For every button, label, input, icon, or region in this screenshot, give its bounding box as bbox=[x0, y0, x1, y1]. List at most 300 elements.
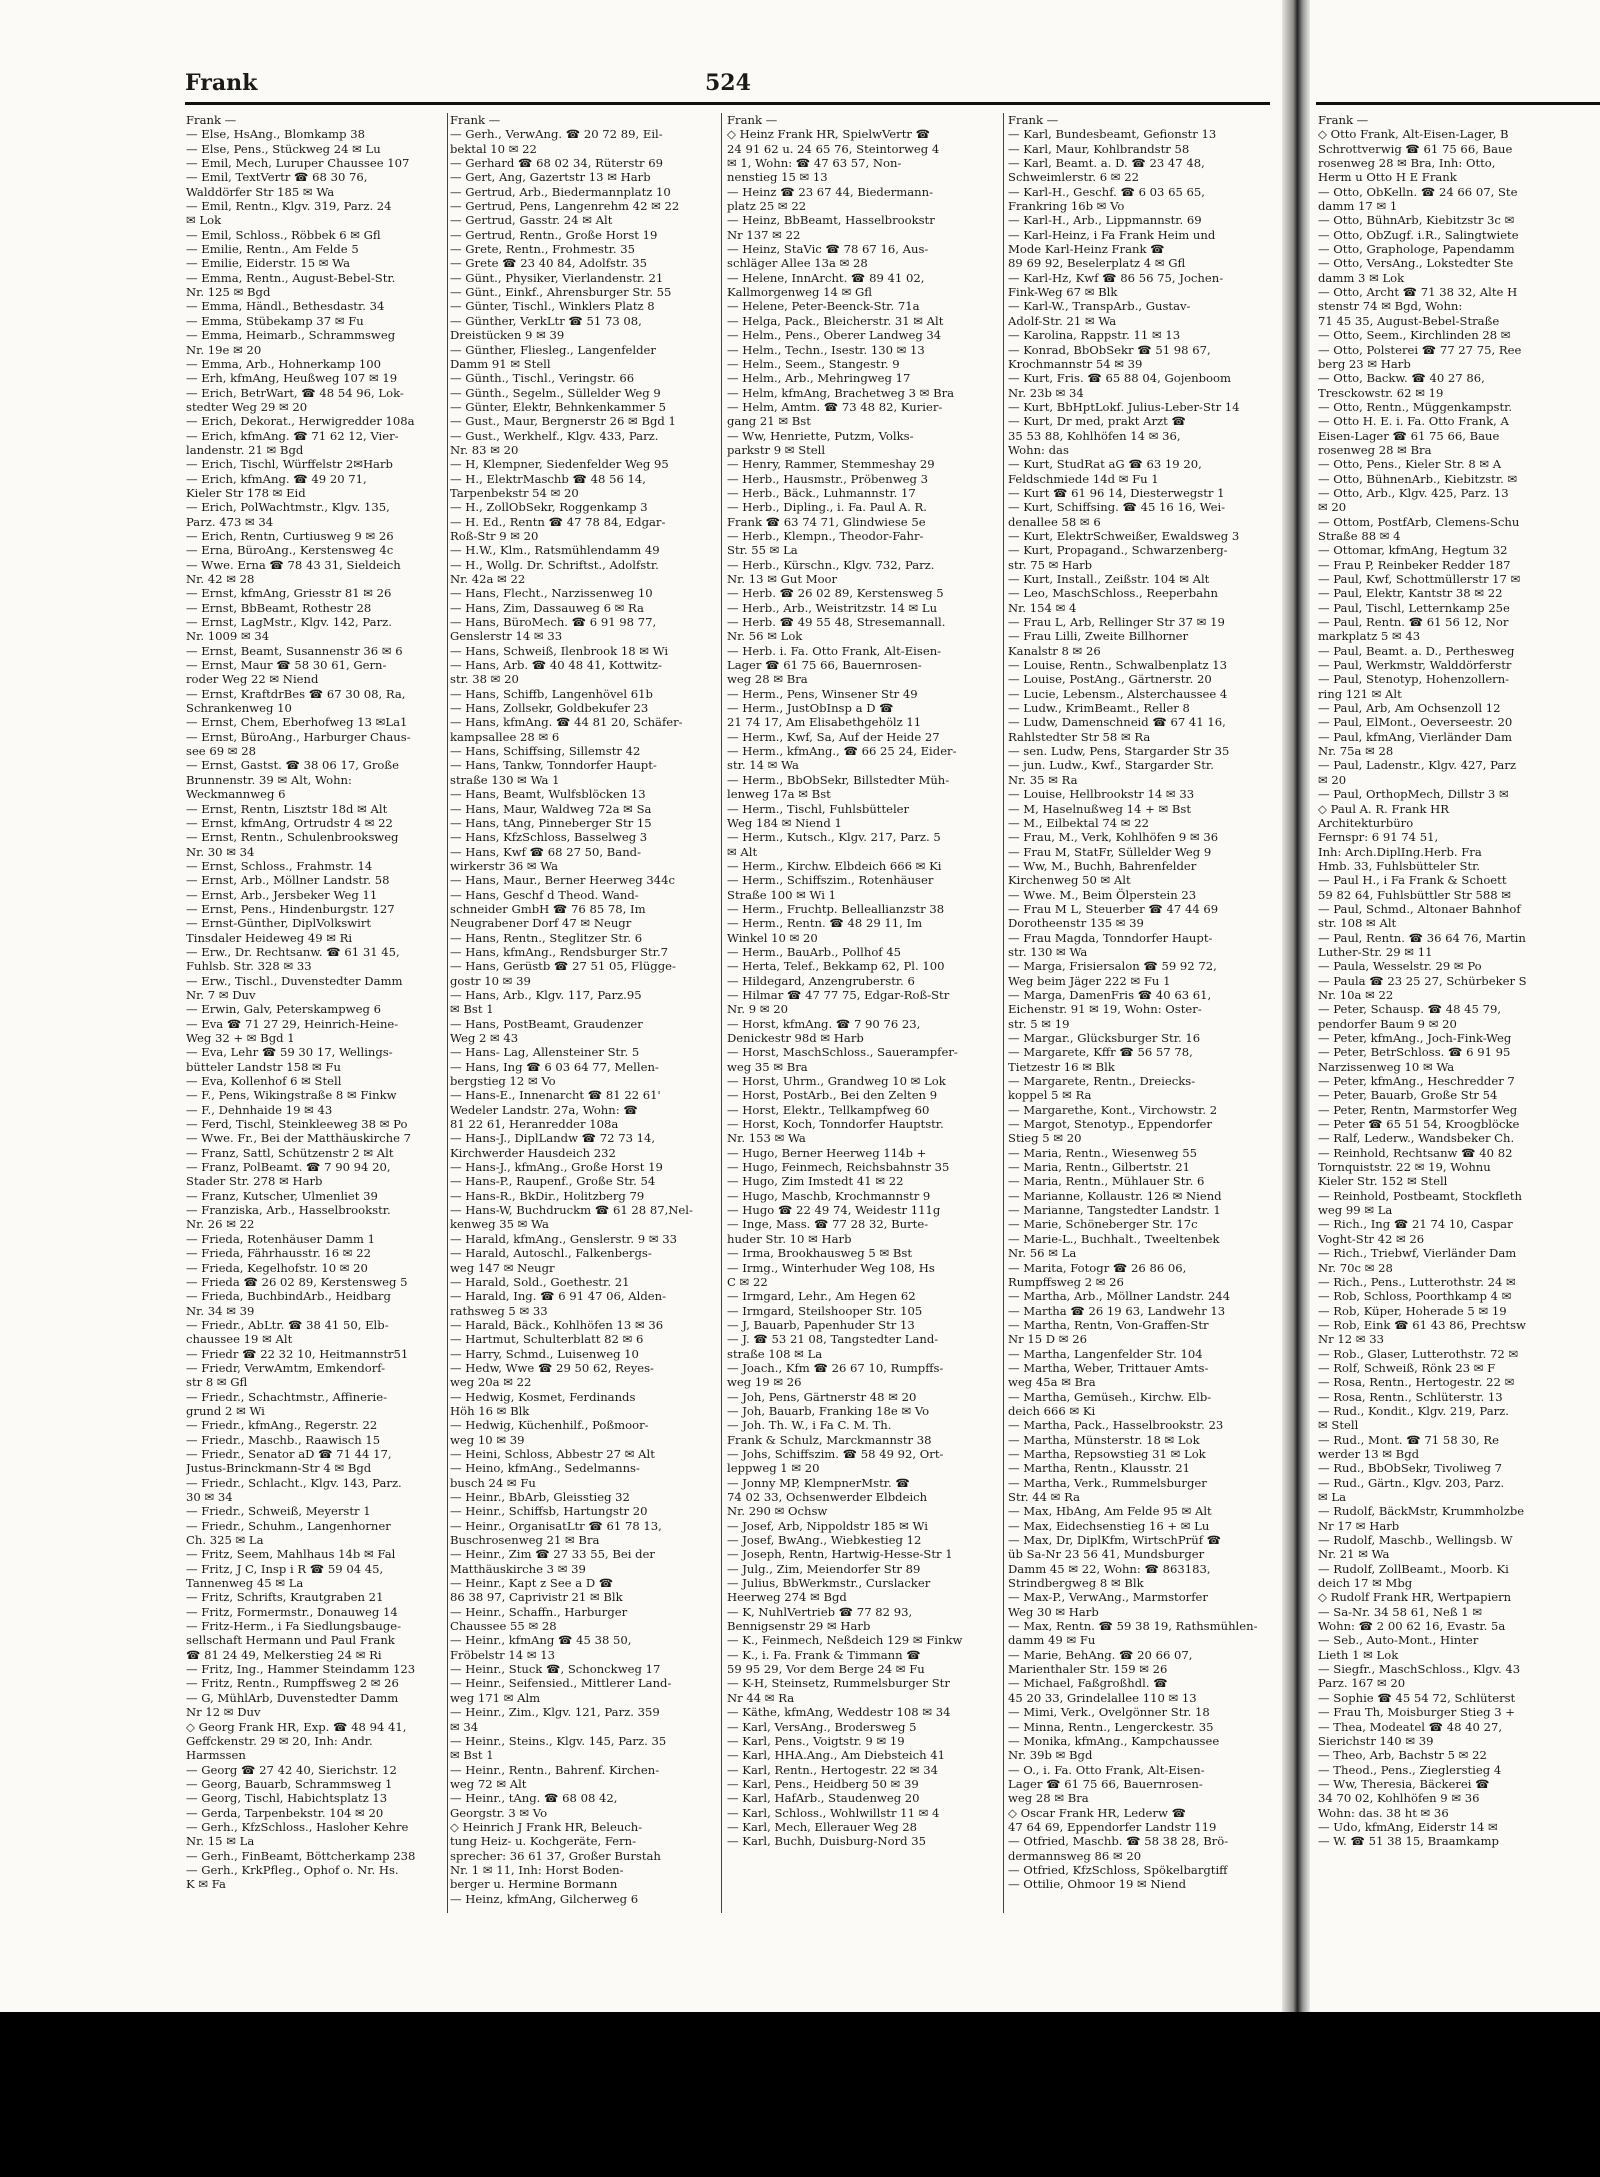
directory-entry: — Martha, Verk., Rummelsburger bbox=[1008, 1475, 1207, 1490]
directory-entry: stedter Weg 29 ✉ 20 bbox=[186, 399, 308, 414]
directory-entry: 24 91 62 u. 24 65 76, Steintorweg 4 bbox=[727, 141, 940, 156]
directory-entry: Georgstr. 3 ✉ Vo bbox=[450, 1805, 548, 1820]
directory-entry: Nr 15 D ✉ 26 bbox=[1008, 1332, 1087, 1347]
directory-entry: ◇ Heinz Frank HR, SpielwVertr ☎ bbox=[727, 127, 931, 142]
directory-entry: — Ottomar, kfmAng, Hegtum 32 bbox=[1318, 543, 1508, 558]
directory-entry: — Otto, Arb., Klgv. 425, Parz. 13 bbox=[1318, 485, 1509, 500]
directory-entry: — Herm., Kwf, Sa, Auf der Heide 27 bbox=[727, 729, 940, 744]
directory-entry: Krochmannstr 54 ✉ 39 bbox=[1008, 356, 1143, 371]
directory-entry: Wohn: das. 38 ht ✉ 36 bbox=[1318, 1805, 1449, 1820]
directory-entry: — Paul, Rentn. ☎ 61 56 12, Nor bbox=[1318, 615, 1509, 630]
directory-entry: schneider GmbH ☎ 76 85 78, Im bbox=[450, 901, 646, 916]
directory-entry: — Otto, ObKelln. ☎ 24 66 07, Ste bbox=[1318, 184, 1518, 199]
directory-entry: — Emil, Mech, Luruper Chaussee 107 bbox=[186, 156, 410, 171]
directory-entry: — Karl, HHA.Ang., Am Diebsteich 41 bbox=[727, 1748, 945, 1763]
directory-entry: — Ludw, Damenschneid ☎ 67 41 16, bbox=[1008, 715, 1226, 730]
directory-entry: — F., Dehnhaide 19 ✉ 43 bbox=[186, 1102, 333, 1117]
directory-entry: — Martha, Rentn., Klausstr. 21 bbox=[1008, 1461, 1190, 1476]
directory-entry: Bennigsenstr 29 ✉ Harb bbox=[727, 1619, 871, 1634]
directory-entry: — O., i. Fa. Otto Frank, Alt-Eisen- bbox=[1008, 1762, 1205, 1777]
directory-entry: — Otto, Seem., Kirchlinden 28 ✉ bbox=[1318, 328, 1511, 343]
directory-entry: Stader Str. 278 ✉ Harb bbox=[186, 1174, 323, 1189]
directory-entry: — Paul, Tischl, Letternkamp 25e bbox=[1318, 600, 1510, 615]
directory-entry: — Heinz, BbBeamt, Hasselbrookstr bbox=[727, 213, 935, 228]
directory-entry: Weg beim Jäger 222 ✉ Fu 1 bbox=[1008, 973, 1171, 988]
directory-entry: — Margarete, Kffr ☎ 56 57 78, bbox=[1008, 1045, 1193, 1060]
directory-entry: — Peter, kfmAng., Joch-Fink-Weg bbox=[1318, 1031, 1512, 1045]
directory-entry: — Friedr., Maschb., Raawisch 15 bbox=[186, 1432, 381, 1447]
directory-entry: — Frieda ☎ 26 02 89, Kerstensweg 5 bbox=[186, 1274, 408, 1289]
directory-entry: — Max, Eidechsenstieg 16 + ✉ Lu bbox=[1008, 1518, 1210, 1533]
directory-entry: — Josef, BwAng., Wiebkestieg 12 bbox=[727, 1533, 922, 1548]
directory-entry: str 8 ✉ Gfl bbox=[186, 1375, 248, 1390]
directory-entry: Nr. 34 ✉ 39 bbox=[186, 1303, 255, 1318]
directory-entry: Frank — bbox=[1318, 113, 1369, 127]
directory-entry: — Erich, kfmAng. ☎ 49 20 71, bbox=[186, 471, 367, 486]
directory-entry: — K-H, Steinsetz, Rummelsburger Str bbox=[727, 1676, 950, 1691]
directory-entry: — Günther, Fliesleg., Langenfelder bbox=[450, 342, 656, 357]
directory-entry: — K., i. Fa. Frank & Timmann ☎ bbox=[727, 1647, 921, 1662]
directory-entry: — Hartmut, Schulterblatt 82 ✉ 6 bbox=[450, 1332, 644, 1347]
directory-entry: 30 ✉ 34 bbox=[186, 1490, 233, 1504]
directory-entry: Damm 45 ✉ 22, Wohn: ☎ 863183, bbox=[1008, 1561, 1211, 1576]
directory-entry: Nr. 154 ✉ 4 bbox=[1008, 600, 1077, 615]
directory-entry: — Harry, Schmd., Luisenweg 10 bbox=[450, 1346, 639, 1361]
directory-entry: — Peter, BetrSchloss. ☎ 6 91 95 bbox=[1318, 1045, 1511, 1060]
directory-entry: — K., Feinmech, Neßdeich 129 ✉ Finkw bbox=[727, 1633, 963, 1648]
directory-entry: Nr. 9 ✉ 20 bbox=[727, 1002, 788, 1017]
directory-entry: — Martha, Repsowstieg 31 ✉ Lok bbox=[1008, 1446, 1206, 1461]
directory-entry: Frank — bbox=[1008, 113, 1059, 127]
directory-entry: — Hans, Arb. ☎ 40 48 41, Kottwitz- bbox=[450, 658, 662, 673]
directory-entry: — Günth., Tischl., Veringstr. 66 bbox=[450, 371, 635, 386]
directory-entry: — Fritz, Schrifts, Krautgraben 21 bbox=[186, 1590, 384, 1605]
directory-entry: — Johs, Schiffszim. ☎ 58 49 92, Ort- bbox=[727, 1446, 944, 1461]
directory-entry: — Reinhold, Postbeamt, Stockfleth bbox=[1318, 1188, 1522, 1203]
column-divider bbox=[447, 113, 448, 1913]
directory-entry: — Lucie, Lebensm., Alsterchaussee 4 bbox=[1008, 686, 1228, 701]
directory-entry: — Frau Lilli, Zweite Billhorner bbox=[1008, 629, 1189, 644]
directory-entry: — Seb., Auto-Mont., Hinter bbox=[1318, 1633, 1479, 1648]
directory-entry: weg 171 ✉ Alm bbox=[450, 1690, 541, 1705]
directory-entry: — Gerh., FinBeamt, Böttcherkamp 238 bbox=[186, 1848, 416, 1863]
directory-entry: — Franz, PolBeamt. ☎ 7 90 94 20, bbox=[186, 1160, 391, 1175]
directory-entry: ◇ Paul A. R. Frank HR bbox=[1318, 801, 1450, 816]
directory-entry: — Herm., Fruchtp. Belleallianzstr 38 bbox=[727, 901, 945, 916]
directory-entry: — Heinr., Kapt z See a D ☎ bbox=[450, 1576, 614, 1591]
directory-entry: — Martha, Rentn, Von-Graffen-Str bbox=[1008, 1317, 1209, 1332]
directory-entry: huder Str. 10 ✉ Harb bbox=[727, 1231, 852, 1246]
directory-entry: — Herb., Bäck., Luhmannstr. 17 bbox=[727, 485, 916, 500]
directory-entry: — Gust., Werkhelf., Klgv. 433, Parz. bbox=[450, 428, 659, 443]
directory-entry: — Hugo ☎ 22 49 74, Weidestr 111g bbox=[727, 1203, 941, 1218]
directory-entry: 59 82 64, Fuhlsbüttler Str 588 ✉ bbox=[1318, 887, 1511, 902]
directory-entry: — Rich., Triebwf, Vierländer Dam bbox=[1318, 1246, 1517, 1261]
directory-entry: Nr 17 ✉ Harb bbox=[1318, 1518, 1400, 1533]
directory-entry: — Hedw, Wwe ☎ 29 50 62, Reyes- bbox=[450, 1360, 654, 1375]
directory-entry: — Hans-P., Raupenf., Große Str. 54 bbox=[450, 1174, 656, 1189]
directory-entry: — Otto, Pens., Kieler Str. 8 ✉ A bbox=[1318, 457, 1502, 472]
directory-entry: Schrankenweg 10 bbox=[186, 701, 292, 716]
directory-entry: Heerweg 274 ✉ Bgd bbox=[727, 1590, 847, 1605]
directory-entry: Chaussee 55 ✉ 28 bbox=[450, 1619, 557, 1634]
directory-entry: 86 38 97, Caprivistr 21 ✉ Blk bbox=[450, 1590, 623, 1605]
directory-entry: weg 35 ✉ Bra bbox=[727, 1059, 808, 1074]
directory-entry: lenweg 17a ✉ Bst bbox=[727, 787, 831, 802]
directory-entry: — Hugo, Feinmech, Reichsbahnstr 35 bbox=[727, 1160, 950, 1175]
directory-entry: ✉ 1, Wohn: ☎ 47 63 57, Non- bbox=[727, 156, 902, 171]
directory-entry: — Ernst, Arb., Möllner Landstr. 58 bbox=[186, 873, 390, 888]
directory-entry: kenweg 35 ✉ Wa bbox=[450, 1217, 549, 1232]
directory-entry: Nr. 42a ✉ 22 bbox=[450, 572, 526, 586]
directory-entry: straße 130 ✉ Wa 1 bbox=[450, 772, 560, 787]
directory-entry: — Rudolf, BäckMstr, Krummholzbe bbox=[1318, 1504, 1525, 1519]
directory-entry: Tornquiststr. 22 ✉ 19, Wohnu bbox=[1318, 1160, 1491, 1175]
directory-entry: Parz. 473 ✉ 34 bbox=[186, 514, 274, 529]
directory-entry: — Ernst, LagMstr., Klgv. 142, Parz. bbox=[186, 615, 392, 630]
directory-entry: — Rolf, Schweiß, Rönk 23 ✉ F bbox=[1318, 1360, 1496, 1375]
directory-entry: — Friedr ☎ 22 32 10, Heitmannstr51 bbox=[186, 1346, 409, 1361]
directory-entry: — Frau P, Reinbeker Redder 187 bbox=[1318, 557, 1511, 572]
directory-entry: — Gerh., KfzSchloss., Hasloher Kehre bbox=[186, 1819, 409, 1834]
directory-entry: — Franziska, Arb., Hasselbrookstr. bbox=[186, 1203, 391, 1218]
directory-entry: — Fritz, Rentn., Rumpffsweg 2 ✉ 26 bbox=[186, 1676, 399, 1691]
directory-entry: Luther-Str. 29 ✉ 11 bbox=[1318, 944, 1433, 959]
directory-entry: — Maria, Rentn., Gilbertstr. 21 bbox=[1008, 1160, 1190, 1175]
directory-entry: — Helene, InnArcht. ☎ 89 41 02, bbox=[727, 270, 925, 285]
directory-entry: Nr 137 ✉ 22 bbox=[727, 227, 801, 242]
directory-entry: — Helm, kfmAng, Brachetweg 3 ✉ Bra bbox=[727, 385, 955, 400]
directory-entry: — Otfried, Maschb. ☎ 58 38 28, Brö- bbox=[1008, 1834, 1229, 1849]
directory-entry: — Inge, Mass. ☎ 77 28 32, Burte- bbox=[727, 1217, 929, 1232]
directory-entry: — Hans-R., BkDir., Holitzberg 79 bbox=[450, 1188, 645, 1203]
directory-entry: — Rud., Gärtn., Klgv. 203, Parz. bbox=[1318, 1475, 1505, 1490]
directory-entry: — Franz, Sattl, Schützenstr 2 ✉ Alt bbox=[186, 1145, 394, 1160]
directory-entry: 89 69 92, Beselerplatz 4 ✉ Gfl bbox=[1008, 256, 1186, 271]
directory-entry: — Joh. Th. W., i Fa C. M. Th. bbox=[727, 1418, 892, 1433]
directory-entry: landenstr. 21 ✉ Bgd bbox=[186, 442, 304, 457]
directory-entry: — Rudolf, ZollBeamt., Moorb. Ki bbox=[1318, 1561, 1509, 1576]
directory-entry: ✉ Alt bbox=[727, 844, 758, 859]
directory-entry: — Hugo, Maschb, Krochmannstr 9 bbox=[727, 1188, 931, 1203]
directory-entry: ✉ 34 bbox=[450, 1719, 479, 1734]
directory-entry: — Rosa, Rentn., Hertogestr. 22 ✉ bbox=[1318, 1375, 1515, 1390]
directory-entry: str. 5 ✉ 19 bbox=[1008, 1016, 1070, 1031]
directory-entry: kampsallee 28 ✉ 6 bbox=[450, 729, 560, 744]
directory-entry: — Marita, Fotogr ☎ 26 86 06, bbox=[1008, 1260, 1187, 1275]
header-rule bbox=[185, 102, 1270, 105]
directory-entry: weg 72 ✉ Alt bbox=[450, 1776, 527, 1791]
directory-entry: Wedeler Landstr. 27a, Wohn: ☎ bbox=[450, 1102, 638, 1117]
directory-entry: — Friedr., Schachtmstr., Affinerie- bbox=[186, 1389, 388, 1404]
column-2 bbox=[450, 113, 718, 1953]
directory-entry: Nr. 290 ✉ Ochsw bbox=[727, 1504, 828, 1519]
directory-entry: — Eva ☎ 71 27 29, Heinrich-Heine- bbox=[186, 1016, 399, 1031]
directory-entry: parkstr 9 ✉ Stell bbox=[727, 442, 826, 457]
directory-entry: Schrottverwig ☎ 61 75 66, Baue bbox=[1318, 141, 1513, 156]
directory-entry: Tresckowstr. 62 ✉ 19 bbox=[1318, 385, 1444, 400]
directory-entry: — Günt., Einkf., Ahrensburger Str. 55 bbox=[450, 285, 672, 300]
directory-entry: sellschaft Hermann und Paul Frank bbox=[186, 1633, 395, 1648]
directory-entry: — Karl, Rentn., Hertogestr. 22 ✉ 34 bbox=[727, 1762, 938, 1777]
directory-entry: — Martha, Pack., Hasselbrookstr. 23 bbox=[1008, 1418, 1224, 1433]
directory-entry: — Hans, Maur., Berner Heerweg 344c bbox=[450, 873, 676, 888]
directory-entry: Kieler Str. 152 ✉ Stell bbox=[1318, 1174, 1448, 1189]
directory-entry: — H. Ed., Rentn ☎ 47 78 84, Edgar- bbox=[450, 514, 666, 529]
directory-entry: — Friedr, VerwAmtm, Emkendorf- bbox=[186, 1360, 386, 1375]
directory-entry: — Ww, Henriette, Putzm, Volks- bbox=[727, 428, 914, 443]
directory-entry: — Frieda, BuchbindArb., Heidbarg bbox=[186, 1289, 391, 1304]
directory-entry: damm 3 ✉ Lok bbox=[1318, 270, 1405, 285]
directory-entry: — Käthe, kfmAng, Weddestr 108 ✉ 34 bbox=[727, 1705, 951, 1720]
directory-entry: — Martha, Langenfelder Str. 104 bbox=[1008, 1346, 1203, 1361]
directory-entry: — Gerh., KrkPfleg., Ophof o. Nr. Hs. bbox=[186, 1862, 399, 1877]
directory-entry: Nr. 125 ✉ Bgd bbox=[186, 285, 271, 300]
directory-entry: Nr. 15 ✉ La bbox=[186, 1834, 255, 1849]
directory-entry: — Hedwig, Küchenhilf., Poßmoor- bbox=[450, 1418, 649, 1433]
directory-entry: — Marga, DamenFris ☎ 40 63 61, bbox=[1008, 987, 1212, 1002]
directory-entry: — Peter, Rentn, Marmstorfer Weg bbox=[1318, 1102, 1518, 1117]
directory-entry: Voght-Str 42 ✉ 26 bbox=[1318, 1231, 1425, 1246]
directory-entry: — Gertrud, Pens, Langenrehm 42 ✉ 22 bbox=[450, 199, 680, 214]
directory-entry: — Ernst, BüroAng., Harburger Chaus- bbox=[186, 729, 411, 744]
directory-entry: Straße 88 ✉ 4 bbox=[1318, 528, 1401, 543]
directory-entry: — Heinr., Schaffn., Harburger bbox=[450, 1604, 628, 1619]
directory-entry: — Frau M, StatFr, Süllelder Weg 9 bbox=[1008, 844, 1212, 859]
directory-entry: damm 49 ✉ Fu bbox=[1008, 1633, 1096, 1648]
directory-entry: — W. ☎ 51 38 15, Braamkamp bbox=[1318, 1834, 1499, 1849]
directory-entry: — Hans, Schiffsing, Sillemstr 42 bbox=[450, 744, 641, 759]
directory-entry: — Ernst, Maur ☎ 58 30 61, Gern- bbox=[186, 658, 387, 673]
directory-entry: Weg 30 ✉ Harb bbox=[1008, 1604, 1099, 1619]
directory-entry: — Hans, Schiffb, Langenhövel 61b bbox=[450, 686, 653, 701]
directory-entry: — Ernst, Beamt, Susannenstr 36 ✉ 6 bbox=[186, 643, 403, 658]
directory-entry: — Marie, BehAng. ☎ 20 66 07, bbox=[1008, 1647, 1193, 1662]
directory-entry: — Maria, Rentn., Mühlauer Str. 6 bbox=[1008, 1174, 1205, 1189]
directory-entry: — M., Eilbektal 74 ✉ 22 bbox=[1008, 815, 1149, 830]
directory-entry: — Friedr., AbLtr. ☎ 38 41 50, Elb- bbox=[186, 1317, 389, 1332]
directory-entry: Parz. 167 ✉ 20 bbox=[1318, 1676, 1406, 1691]
directory-entry: — Herb., Dipling., i. Fa. Paul A. R. bbox=[727, 500, 927, 515]
directory-entry: weg 99 ✉ La bbox=[1318, 1203, 1393, 1218]
directory-entry: — Emilie, Rentn., Am Felde 5 bbox=[186, 242, 359, 257]
directory-entry: — Heinr., tAng. ☎ 68 08 42, bbox=[450, 1791, 618, 1806]
directory-entry: — Heinr., Zim ☎ 27 33 55, Bei der bbox=[450, 1547, 655, 1562]
directory-entry: — M, Haselnußweg 14 + ✉ Bst bbox=[1008, 801, 1191, 816]
directory-entry: — Horst, Uhrm., Grandweg 10 ✉ Lok bbox=[727, 1074, 946, 1089]
directory-entry: Architekturbüro bbox=[1318, 815, 1414, 830]
directory-entry: — Hans, Zollsekr, Goldbekufer 23 bbox=[450, 701, 649, 716]
directory-entry: — Ottilie, Ohmoor 19 ✉ Niend bbox=[1008, 1877, 1187, 1892]
directory-entry: sprecher: 36 61 37, Großer Burstah bbox=[450, 1848, 661, 1863]
directory-entry: Geffckenstr. 29 ✉ 20, Inh: Andr. bbox=[186, 1733, 373, 1748]
directory-entry: — Ralf, Lederw., Wandsbeker Ch. bbox=[1318, 1131, 1515, 1146]
directory-entry: ✉ 20 bbox=[1318, 500, 1347, 515]
directory-entry: Narzissenweg 10 ✉ Wa bbox=[1318, 1059, 1455, 1074]
directory-entry: Nr. 26 ✉ 22 bbox=[186, 1217, 255, 1232]
directory-entry: — Herm., BauArb., Pollhof 45 bbox=[727, 944, 902, 959]
directory-entry: Tietzestr 16 ✉ Blk bbox=[1008, 1059, 1115, 1074]
column-1 bbox=[186, 113, 444, 1953]
directory-entry: — Gertrud, Arb., Biedermannplatz 10 bbox=[450, 184, 671, 199]
directory-entry: bergstieg 12 ✉ Vo bbox=[450, 1074, 556, 1089]
directory-entry: — Peter, kfmAng., Heschredder 7 bbox=[1318, 1074, 1515, 1089]
directory-entry: — Ernst, Schloss., Frahmstr. 14 bbox=[186, 858, 373, 873]
directory-entry: — Henry, Rammer, Stemmeshay 29 bbox=[727, 457, 935, 472]
directory-entry: Höh 16 ✉ Blk bbox=[450, 1403, 530, 1418]
directory-entry: — Marga, Frisiersalon ☎ 59 92 72, bbox=[1008, 959, 1217, 974]
directory-entry: — Minna, Rentn., Lengerckestr. 35 bbox=[1008, 1719, 1214, 1734]
directory-entry: Roß-Str 9 ✉ 20 bbox=[450, 528, 539, 543]
directory-entry: Nr. 1 ✉ 11, Inh: Horst Boden- bbox=[450, 1862, 624, 1877]
directory-entry: — Heino, kfmAng., Sedelmanns- bbox=[450, 1461, 640, 1476]
directory-entry: — Emma, Arb., Hohnerkamp 100 bbox=[186, 356, 381, 371]
directory-entry: — Margarethe, Kont., Virchowstr. 2 bbox=[1008, 1102, 1218, 1117]
directory-entry: — Horst, MaschSchloss., Sauerampfer- bbox=[727, 1045, 958, 1060]
directory-entry: weg 20a ✉ 22 bbox=[450, 1375, 532, 1390]
directory-entry: — Hugo, Berner Heerweg 114b + bbox=[727, 1145, 927, 1160]
directory-entry: Winkel 10 ✉ 20 bbox=[727, 930, 818, 945]
directory-entry: — Günth., Segelm., Süllelder Weg 9 bbox=[450, 385, 661, 400]
directory-entry: denallee 58 ✉ 6 bbox=[1008, 514, 1101, 529]
directory-entry: rathsweg 5 ✉ 33 bbox=[450, 1303, 548, 1318]
directory-entry: — Otfried, KfzSchloss, Spökelbargtiff bbox=[1008, 1862, 1228, 1877]
column-4 bbox=[1008, 113, 1270, 1953]
directory-entry: Str. 44 ✉ Ra bbox=[1008, 1490, 1080, 1504]
directory-entry: Kanalstr 8 ✉ 26 bbox=[1008, 643, 1101, 658]
directory-entry: — Friedr., Schuhm., Langenhorner bbox=[186, 1518, 391, 1533]
directory-entry: ◇ Oscar Frank HR, Lederw ☎ bbox=[1008, 1805, 1187, 1820]
directory-entry: — Helm., Techn., Isestr. 130 ✉ 13 bbox=[727, 342, 925, 357]
directory-entry: Nr. 23b ✉ 34 bbox=[1008, 385, 1084, 400]
directory-entry: str. 14 ✉ Wa bbox=[727, 758, 799, 773]
directory-entry: Matthäuskirche 3 ✉ 39 bbox=[450, 1561, 586, 1576]
directory-entry: Nr. 30 ✉ 34 bbox=[186, 844, 255, 859]
directory-entry: — Emma, Stübekamp 37 ✉ Fu bbox=[186, 313, 364, 328]
directory-entry: — Otto, Archt ☎ 71 38 32, Alte H bbox=[1318, 285, 1518, 300]
directory-entry: Nr. 39b ✉ Bgd bbox=[1008, 1748, 1093, 1763]
directory-entry: wirkerstr 36 ✉ Wa bbox=[450, 858, 559, 873]
directory-entry: — Hans, Tankw, Tonndorfer Haupt- bbox=[450, 758, 657, 773]
directory-entry: — Sophie ☎ 45 54 72, Schlüterst bbox=[1318, 1690, 1516, 1705]
directory-entry: — Rob., Glaser, Lutterothstr. 72 ✉ bbox=[1318, 1346, 1519, 1361]
directory-entry: — Margarete, Rentn., Dreiecks- bbox=[1008, 1074, 1196, 1089]
directory-entry: — Else, Pens., Stückweg 24 ✉ Lu bbox=[186, 141, 381, 156]
directory-entry: — Martha ☎ 26 19 63, Landwehr 13 bbox=[1008, 1303, 1226, 1318]
directory-entry: Eisen-Lager ☎ 61 75 66, Baue bbox=[1318, 428, 1500, 443]
directory-entry: — Louise, Rentn., Schwalbenplatz 13 bbox=[1008, 658, 1227, 673]
directory-entry: — Emil, Rentn., Klgv. 319, Parz. 24 bbox=[186, 199, 392, 214]
directory-entry: — Helm., Seem., Stangestr. 9 bbox=[727, 356, 900, 371]
directory-entry: — Kurt, Fris. ☎ 65 88 04, Gojenboom bbox=[1008, 371, 1232, 386]
directory-entry: gang 21 ✉ Bst bbox=[727, 414, 811, 429]
directory-entry: — Helm., Pens., Oberer Landweg 34 bbox=[727, 328, 942, 343]
directory-entry: — Julius, BbWerkmstr., Curslacker bbox=[727, 1576, 931, 1591]
directory-entry: — Ernst-Günther, DiplVolkswirt bbox=[186, 916, 372, 931]
directory-entry: — F., Pens, Wikingstraße 8 ✉ Finkw bbox=[186, 1088, 397, 1103]
directory-entry: — Leo, MaschSchloss., Reeperbahn bbox=[1008, 586, 1218, 601]
directory-entry: — Frau, M., Verk, Kohlhöfen 9 ✉ 36 bbox=[1008, 830, 1219, 845]
directory-entry: Nr. 21 ✉ Wa bbox=[1318, 1547, 1390, 1562]
directory-entry: Damm 91 ✉ Stell bbox=[450, 356, 551, 371]
directory-entry: — Otto, Polsterei ☎ 77 27 75, Ree bbox=[1318, 342, 1522, 357]
directory-entry: — Ottom, PostfArb, Clemens-Schu bbox=[1318, 514, 1520, 529]
directory-entry: — Siegfr., MaschSchloss., Klgv. 43 bbox=[1318, 1662, 1521, 1677]
directory-entry: — Emil, Schloss., Röbbek 6 ✉ Gfl bbox=[186, 227, 381, 242]
directory-entry: — Karl, Schloss., Wohlwillstr 11 ✉ 4 bbox=[727, 1805, 940, 1820]
directory-entry: Strindbergweg 8 ✉ Blk bbox=[1008, 1576, 1144, 1591]
directory-entry: weg 28 ✉ Bra bbox=[727, 672, 808, 687]
directory-entry: — Karl, Beamt. a. D. ☎ 23 47 48, bbox=[1008, 156, 1205, 171]
directory-entry: — Michael, Faßgroßhdl. ☎ bbox=[1008, 1676, 1168, 1691]
directory-entry: straße 108 ✉ La bbox=[727, 1346, 823, 1361]
directory-entry: — Heinr., Stuck ☎, Schonckweg 17 bbox=[450, 1662, 661, 1677]
header-rule-next-page bbox=[1316, 102, 1600, 105]
directory-entry: — Konrad, BbObSekr ☎ 51 98 67, bbox=[1008, 342, 1211, 357]
directory-entry: — Herb. ☎ 26 02 89, Kerstensweg 5 bbox=[727, 586, 944, 601]
directory-entry: — Harald, Autoschl., Falkenbergs- bbox=[450, 1246, 652, 1261]
directory-entry: — Friedr., kfmAng., Regerstr. 22 bbox=[186, 1418, 378, 1433]
directory-entry: — Josef, Arb, Nippoldstr 185 ✉ Wi bbox=[727, 1518, 928, 1533]
directory-entry: — Kurt ☎ 61 96 14, Diesterwegstr 1 bbox=[1008, 485, 1225, 500]
directory-entry: — Max, Dr, DiplKfm, WirtschPrüf ☎ bbox=[1008, 1533, 1222, 1548]
directory-entry: — Harald, Bäck., Kohlhöfen 13 ✉ 36 bbox=[450, 1317, 664, 1332]
directory-entry: — Hans-E., Innenarcht ☎ 81 22 61' bbox=[450, 1088, 661, 1103]
directory-entry: — Hans, Schweiß, Ilenbrook 18 ✉ Wi bbox=[450, 643, 669, 658]
directory-entry: Nr. 153 ✉ Wa bbox=[727, 1131, 806, 1146]
directory-entry: — Paul, ElMont., Oeverseestr. 20 bbox=[1318, 715, 1513, 730]
directory-entry: — Martha, Weber, Trittauer Amts- bbox=[1008, 1360, 1209, 1375]
directory-entry: Nr. 19e ✉ 20 bbox=[186, 342, 262, 357]
directory-entry: — Karl, Pens., Voigtstr. 9 ✉ 19 bbox=[727, 1733, 905, 1748]
directory-entry: — Karl-H., Arb., Lippmannstr. 69 bbox=[1008, 213, 1202, 228]
directory-entry: — Peter, Bauarb, Große Str 54 bbox=[1318, 1088, 1498, 1103]
directory-entry: — Erich, Tischl, Würffelstr 2✉Harb bbox=[186, 457, 393, 472]
directory-entry: — Erich, Rentn, Curtiusweg 9 ✉ 26 bbox=[186, 528, 394, 543]
directory-entry: stenstr 74 ✉ Bgd, Wohn: bbox=[1318, 299, 1463, 314]
directory-entry: — Karl, Mech, Ellerauer Weg 28 bbox=[727, 1819, 917, 1834]
directory-entry: ✉ Lok bbox=[186, 213, 222, 228]
directory-entry: — Herb., Klempn., Theodor-Fahr- bbox=[727, 528, 924, 543]
directory-entry: — Paul H., i Fa Frank & Schoett bbox=[1318, 873, 1507, 888]
directory-entry: — Erich, Dekorat., Herwigredder 108a bbox=[186, 414, 415, 429]
directory-entry: Wohn: das bbox=[1008, 442, 1069, 457]
directory-entry: — Hans, Maur, Waldweg 72a ✉ Sa bbox=[450, 801, 652, 816]
directory-entry: str. 75 ✉ Harb bbox=[1008, 557, 1093, 572]
directory-entry: berg 23 ✉ Harb bbox=[1318, 356, 1411, 371]
directory-entry: — Max, HbAng, Am Felde 95 ✉ Alt bbox=[1008, 1504, 1212, 1519]
directory-entry: 47 64 69, Eppendorfer Landstr 119 bbox=[1008, 1819, 1217, 1834]
directory-entry: — Joh, Bauarb, Franking 18e ✉ Vo bbox=[727, 1403, 930, 1418]
directory-entry: — Peter, Schausp. ☎ 48 45 79, bbox=[1318, 1002, 1502, 1017]
directory-entry: — Heinr., Seifensied., Mittlerer Land- bbox=[450, 1676, 672, 1691]
directory-entry: — Hans, Gerüstb ☎ 27 51 05, Flügge- bbox=[450, 959, 676, 974]
directory-entry: str. 130 ✉ Wa bbox=[1008, 944, 1088, 959]
directory-entry: Adolf-Str. 21 ✉ Wa bbox=[1008, 313, 1117, 328]
directory-entry: — Paul, Ladenstr., Klgv. 427, Parz bbox=[1318, 758, 1516, 773]
directory-entry: — Hans, Beamt, Wulfsblöcken 13 bbox=[450, 787, 646, 802]
directory-entry: — Karl-H., Geschf. ☎ 6 03 65 65, bbox=[1008, 184, 1205, 199]
directory-entry: — Max-P., VerwAng., Marmstorfer bbox=[1008, 1590, 1208, 1605]
directory-entry: — Martha, Arb., Möllner Landstr. 244 bbox=[1008, 1289, 1231, 1304]
directory-entry: — Kurt, Install., Zeißstr. 104 ✉ Alt bbox=[1008, 572, 1210, 586]
directory-entry: — Gertrud, Rentn., Große Horst 19 bbox=[450, 227, 658, 242]
directory-entry: Lager ☎ 61 75 66, Bauernrosen- bbox=[1008, 1776, 1203, 1791]
directory-entry: — Heinr., OrganisatLtr ☎ 61 78 13, bbox=[450, 1518, 662, 1533]
directory-entry: — H., ElektrMaschb ☎ 48 56 14, bbox=[450, 471, 646, 486]
directory-entry: — Peter ☎ 65 51 54, Kroogblöcke bbox=[1318, 1117, 1520, 1132]
directory-entry: Weg 32 + ✉ Bgd 1 bbox=[186, 1031, 295, 1045]
